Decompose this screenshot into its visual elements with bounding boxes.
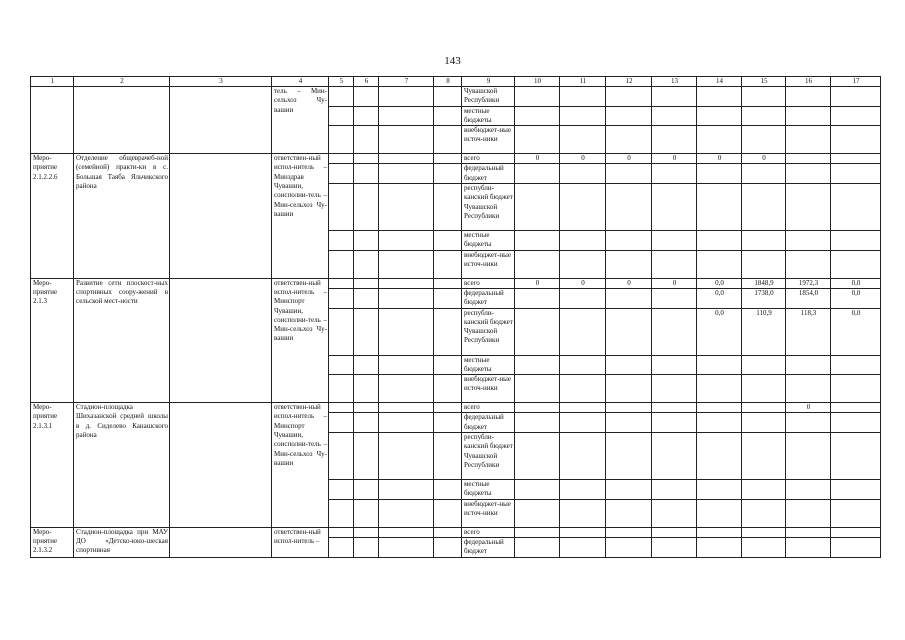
empty-cell <box>329 499 354 527</box>
empty-cell <box>379 164 434 184</box>
empty-cell <box>786 433 831 480</box>
empty-cell <box>354 87 379 107</box>
source-cell: местные бюджеты <box>462 355 515 375</box>
empty-cell <box>329 375 354 403</box>
value-cell: 0 <box>560 154 606 164</box>
empty-cell <box>354 480 379 500</box>
value-cell: 0 <box>786 403 831 413</box>
empty-cell <box>831 433 881 480</box>
empty-cell <box>652 480 697 500</box>
empty-cell <box>786 480 831 500</box>
source-cell: федеральный бюджет <box>462 288 515 308</box>
empty-cell <box>560 250 606 278</box>
empty-cell <box>434 126 462 154</box>
empty-cell <box>606 184 652 231</box>
col-header: 6 <box>354 77 379 87</box>
col-header: 13 <box>652 77 697 87</box>
empty-cell <box>515 433 560 480</box>
empty-cell <box>560 164 606 184</box>
empty-cell <box>560 527 606 537</box>
empty-cell <box>831 413 881 433</box>
empty-cell <box>606 231 652 251</box>
empty-cell <box>515 537 560 557</box>
value-cell: 0 <box>697 154 742 164</box>
empty-cell <box>831 164 881 184</box>
source-cell: местные бюджеты <box>462 480 515 500</box>
event-code: Меро-приятие 2.1.3.2 <box>31 527 74 557</box>
empty-cell <box>697 537 742 557</box>
empty-cell <box>379 355 434 375</box>
source-cell: внебюджет-ные источ-ники <box>462 499 515 527</box>
col-header: 14 <box>697 77 742 87</box>
empty-cell <box>329 106 354 126</box>
empty-cell <box>652 126 697 154</box>
empty-cell <box>329 154 354 164</box>
empty-cell <box>652 250 697 278</box>
empty-cell <box>515 355 560 375</box>
source-cell: федеральный бюджет <box>462 413 515 433</box>
empty-cell <box>515 164 560 184</box>
empty-cell <box>354 499 379 527</box>
empty-cell <box>831 403 881 413</box>
empty-cell <box>652 403 697 413</box>
empty-cell <box>697 87 742 107</box>
empty-cell <box>697 480 742 500</box>
empty-cell <box>515 499 560 527</box>
empty-cell <box>697 126 742 154</box>
empty-cell <box>697 413 742 433</box>
empty-cell <box>354 403 379 413</box>
empty-cell <box>697 106 742 126</box>
value-cell: 0,0 <box>831 308 881 355</box>
col-header: 15 <box>742 77 786 87</box>
empty-cell <box>606 375 652 403</box>
empty-cell <box>434 537 462 557</box>
page-number: 143 <box>444 55 461 67</box>
value-cell: 0,0 <box>697 278 742 288</box>
empty-cell <box>742 433 786 480</box>
empty-cell <box>742 537 786 557</box>
value-cell: 0,0 <box>697 288 742 308</box>
empty-cell <box>786 164 831 184</box>
empty-cell <box>329 87 354 107</box>
event-code: Меро-приятие 2.1.2.2.6 <box>31 154 74 278</box>
empty-cell <box>697 231 742 251</box>
funding-table <box>30 76 881 558</box>
source-cell: республи-канский бюджет Чувашской Республики <box>462 308 515 355</box>
empty-cell <box>742 184 786 231</box>
empty-cell <box>786 184 831 231</box>
value-cell: 110,9 <box>742 308 786 355</box>
empty-cell <box>831 87 881 107</box>
empty-cell <box>560 403 606 413</box>
empty-cell <box>742 106 786 126</box>
empty-cell <box>697 499 742 527</box>
empty-cell <box>786 375 831 403</box>
empty-cell <box>742 355 786 375</box>
source-cell: внебюджет-ные источ-ники <box>462 250 515 278</box>
empty-cell <box>354 184 379 231</box>
empty-cell <box>786 413 831 433</box>
empty-cell <box>329 527 354 537</box>
empty-cell <box>697 527 742 537</box>
event-name: Стадион-площадка при МАУ ДО «Детско-юно-шеская спортивная <box>74 527 170 557</box>
col-header: 11 <box>560 77 606 87</box>
source-cell: всего <box>462 527 515 537</box>
empty-cell <box>742 480 786 500</box>
event-name: Развитие сети плоскост-ных спортивных соору-жений в сельской мест-ности <box>74 278 170 402</box>
source-cell: федеральный бюджет <box>462 164 515 184</box>
empty-cell <box>786 87 831 107</box>
empty-cell <box>379 413 434 433</box>
empty-cell <box>329 288 354 308</box>
responsible-cell: ответствен-ный испол-нитель – <box>272 527 329 557</box>
event-code: Меро-приятие 2.1.3 <box>31 278 74 402</box>
value-cell: 0 <box>606 154 652 164</box>
empty-cell <box>329 184 354 231</box>
col-header: 7 <box>379 77 434 87</box>
empty-cell <box>329 250 354 278</box>
empty-cell <box>379 250 434 278</box>
col-header: 12 <box>606 77 652 87</box>
value-cell: 1848,9 <box>742 278 786 288</box>
empty-cell <box>652 164 697 184</box>
empty-cell <box>515 250 560 278</box>
empty-cell <box>354 126 379 154</box>
empty-cell <box>831 355 881 375</box>
empty-cell <box>434 250 462 278</box>
col-header: 10 <box>515 77 560 87</box>
empty-cell <box>652 231 697 251</box>
source-cell: республи-канский бюджет Чувашской Республики <box>462 184 515 231</box>
empty-cell <box>560 288 606 308</box>
empty-cell <box>434 278 462 288</box>
empty-cell <box>329 537 354 557</box>
value-cell: 1738,0 <box>742 288 786 308</box>
empty-cell <box>652 355 697 375</box>
source-cell: всего <box>462 278 515 288</box>
empty-cell <box>606 413 652 433</box>
empty-cell <box>379 499 434 527</box>
table-row <box>31 87 881 107</box>
empty-cell <box>379 375 434 403</box>
empty-cell <box>742 231 786 251</box>
empty-cell <box>515 403 560 413</box>
empty-cell <box>831 527 881 537</box>
empty-cell <box>354 154 379 164</box>
table-row <box>31 154 881 164</box>
empty-cell <box>786 499 831 527</box>
empty-cell <box>379 126 434 154</box>
empty-cell <box>560 184 606 231</box>
empty-cell <box>742 413 786 433</box>
empty-cell <box>560 480 606 500</box>
empty-cell <box>742 375 786 403</box>
empty-cell <box>786 527 831 537</box>
empty-cell <box>560 126 606 154</box>
empty-cell <box>560 375 606 403</box>
empty-cell <box>434 308 462 355</box>
empty-cell <box>786 250 831 278</box>
empty-cell <box>697 184 742 231</box>
empty-cell <box>560 87 606 107</box>
value-cell: 118,3 <box>786 308 831 355</box>
empty-cell <box>560 106 606 126</box>
empty-cell <box>831 184 881 231</box>
empty-cell <box>652 537 697 557</box>
empty-cell <box>742 164 786 184</box>
event-name: Стадион-площадка Шихазанской средней школы в д. Сиделево Канашского района <box>74 403 170 527</box>
empty-cell <box>697 403 742 413</box>
empty-cell <box>606 288 652 308</box>
empty-cell <box>831 499 881 527</box>
value-cell: 0 <box>606 278 652 288</box>
empty-cell <box>434 433 462 480</box>
empty-cell <box>652 413 697 433</box>
value-cell: 0,0 <box>831 278 881 288</box>
empty-cell <box>831 126 881 154</box>
responsible-cell: ответствен-ный испол-нитель – Минспорт Чувашии, соисполни-тель – Мин-сельхоз Чу-вашии <box>272 403 329 527</box>
empty-cell <box>329 164 354 184</box>
empty-cell <box>354 413 379 433</box>
empty-cell <box>354 527 379 537</box>
empty-cell <box>354 250 379 278</box>
empty-cell <box>515 413 560 433</box>
empty-cell <box>742 126 786 154</box>
empty-cell <box>434 184 462 231</box>
value-cell: 0,0 <box>697 308 742 355</box>
source-cell: федеральный бюджет <box>462 537 515 557</box>
empty-cell <box>831 154 881 164</box>
empty-cell <box>652 87 697 107</box>
empty-cell <box>606 106 652 126</box>
empty-cell <box>606 250 652 278</box>
empty-cell <box>434 231 462 251</box>
empty-cell <box>434 375 462 403</box>
col-header: 2 <box>74 77 170 87</box>
empty-cell <box>560 537 606 557</box>
col-header: 1 <box>31 77 74 87</box>
empty-cell <box>434 288 462 308</box>
empty-cell <box>379 288 434 308</box>
empty-cell <box>742 527 786 537</box>
empty-cell <box>434 87 462 107</box>
value-cell: 0 <box>515 154 560 164</box>
empty-cell <box>831 231 881 251</box>
empty-cell <box>697 355 742 375</box>
empty-cell <box>560 231 606 251</box>
empty-cell <box>786 537 831 557</box>
empty-cell <box>379 87 434 107</box>
empty-cell <box>354 375 379 403</box>
empty-cell <box>379 154 434 164</box>
empty-cell <box>606 126 652 154</box>
empty-cell <box>742 87 786 107</box>
col-header: 8 <box>434 77 462 87</box>
empty-cell <box>606 480 652 500</box>
empty-cell <box>329 480 354 500</box>
empty-cell <box>434 154 462 164</box>
empty-cell <box>515 288 560 308</box>
empty-cell <box>606 527 652 537</box>
empty-cell <box>354 308 379 355</box>
empty-cell <box>606 499 652 527</box>
empty-cell <box>606 164 652 184</box>
empty-cell <box>329 413 354 433</box>
empty-cell <box>560 499 606 527</box>
empty-cell <box>434 480 462 500</box>
empty-cell <box>434 499 462 527</box>
empty-cell <box>606 355 652 375</box>
empty-cell <box>831 375 881 403</box>
empty-cell <box>652 433 697 480</box>
source-cell: местные бюджеты <box>462 106 515 126</box>
col-header: 5 <box>329 77 354 87</box>
empty-cell <box>354 231 379 251</box>
empty-cell <box>606 87 652 107</box>
empty-cell <box>786 106 831 126</box>
empty-cell <box>354 106 379 126</box>
responsible-cell: тель – Мин-сельхоз Чу-вашии <box>272 87 329 154</box>
empty-cell <box>652 499 697 527</box>
empty-cell <box>329 433 354 480</box>
empty-cell <box>434 403 462 413</box>
event-code: Меро-приятие 2.1.3.1 <box>31 403 74 527</box>
empty-cell <box>606 308 652 355</box>
empty-cell <box>560 413 606 433</box>
col-header: 3 <box>170 77 272 87</box>
empty-cell <box>831 480 881 500</box>
value-cell: 0 <box>560 278 606 288</box>
empty-cell <box>786 231 831 251</box>
col-header: 4 <box>272 77 329 87</box>
col-header: 17 <box>831 77 881 87</box>
empty-cell <box>354 355 379 375</box>
empty-cell <box>329 403 354 413</box>
empty-cell <box>652 375 697 403</box>
empty-cell <box>515 480 560 500</box>
value-cell: 0 <box>652 278 697 288</box>
source-cell: внебюджет-ные источ-ники <box>462 126 515 154</box>
empty-cell <box>329 308 354 355</box>
source-cell: республи-канский бюджет Чувашской Республики <box>462 433 515 480</box>
empty-cell <box>652 184 697 231</box>
empty-cell <box>515 126 560 154</box>
empty-cell <box>379 480 434 500</box>
empty-cell <box>697 164 742 184</box>
empty-cell <box>354 288 379 308</box>
value-cell: 1972,3 <box>786 278 831 288</box>
empty-cell <box>354 164 379 184</box>
empty-cell <box>434 355 462 375</box>
empty-cell <box>329 231 354 251</box>
source-cell: всего <box>462 154 515 164</box>
header-row <box>31 77 881 87</box>
empty-cell <box>515 375 560 403</box>
empty-cell <box>515 308 560 355</box>
empty-cell <box>652 527 697 537</box>
empty-cell <box>379 231 434 251</box>
empty-cell <box>560 433 606 480</box>
empty-cell <box>434 164 462 184</box>
table-row <box>31 403 881 413</box>
empty-cell <box>515 527 560 537</box>
empty-cell <box>742 250 786 278</box>
empty-cell <box>329 355 354 375</box>
value-cell: 0 <box>515 278 560 288</box>
value-cell: 1854,0 <box>786 288 831 308</box>
source-cell: всего <box>462 403 515 413</box>
empty-cell <box>354 278 379 288</box>
empty-cell <box>606 537 652 557</box>
empty-cell <box>697 375 742 403</box>
empty-cell <box>742 403 786 413</box>
empty-cell <box>515 106 560 126</box>
source-cell: местные бюджеты <box>462 231 515 251</box>
value-cell: 0,0 <box>831 288 881 308</box>
source-cell: внебюджет-ные источ-ники <box>462 375 515 403</box>
responsible-cell: ответствен-ный испол-нитель – Минспорт Чувашии, соисполни-тель – Мин-сельхоз Чу-вашии <box>272 278 329 402</box>
empty-cell <box>697 433 742 480</box>
event-name: Отделение общеврачеб-ной (семейной) практи-ки в с. Большая Таяба Яльчикского района <box>74 154 170 278</box>
empty-cell <box>379 308 434 355</box>
empty-cell <box>831 250 881 278</box>
table-row <box>31 278 881 288</box>
empty-cell <box>831 106 881 126</box>
empty-cell <box>434 106 462 126</box>
value-cell: 0 <box>742 154 786 164</box>
empty-cell <box>742 499 786 527</box>
empty-cell <box>329 278 354 288</box>
source-cell: Чувашской Республики <box>462 87 515 107</box>
empty-cell <box>329 126 354 154</box>
empty-cell <box>379 527 434 537</box>
empty-cell <box>379 403 434 413</box>
empty-cell <box>354 537 379 557</box>
empty-cell <box>697 250 742 278</box>
empty-cell <box>434 413 462 433</box>
empty-cell <box>379 184 434 231</box>
empty-cell <box>379 537 434 557</box>
empty-cell <box>606 433 652 480</box>
empty-cell <box>652 106 697 126</box>
empty-cell <box>379 106 434 126</box>
empty-cell <box>560 355 606 375</box>
empty-cell <box>379 433 434 480</box>
empty-cell <box>786 154 831 164</box>
col-header: 16 <box>786 77 831 87</box>
empty-cell <box>652 308 697 355</box>
empty-cell <box>560 308 606 355</box>
responsible-cell: ответствен-ный испол-нитель – Минздрав Чувашии, соисполни-тель – Мин-сельхоз Чу-вашии <box>272 154 329 278</box>
empty-cell <box>515 87 560 107</box>
empty-cell <box>652 288 697 308</box>
col-header: 9 <box>462 77 515 87</box>
empty-cell <box>515 184 560 231</box>
value-cell: 0 <box>652 154 697 164</box>
empty-cell <box>354 433 379 480</box>
empty-cell <box>831 537 881 557</box>
table-row <box>31 527 881 537</box>
empty-cell <box>786 355 831 375</box>
empty-cell <box>434 527 462 537</box>
empty-cell <box>515 231 560 251</box>
empty-cell <box>379 278 434 288</box>
empty-cell <box>606 403 652 413</box>
empty-cell <box>786 126 831 154</box>
